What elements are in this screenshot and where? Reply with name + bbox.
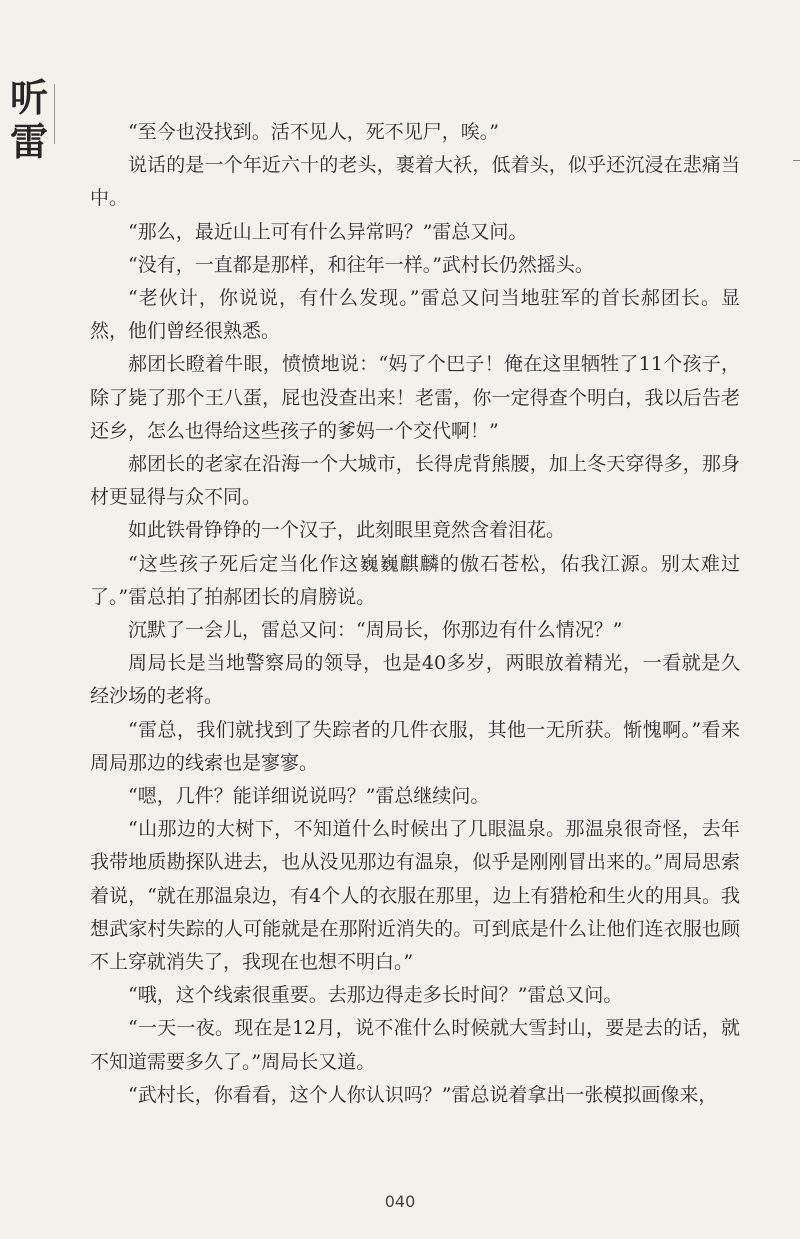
paragraph: 郝团长瞪着牛眼，愤愤地说：“妈了个巴子！俺在这里牺牲了11个孩子，除了毙了那个王八蛋，屁也没查出来！老雷，你一定得查个明白，我以后告老还乡，怎么也得给这些孩子的爹妈一个交代啊！” — [90, 353, 740, 442]
paragraph: “老伙计，你说说，有什么发现。”雷总又问当地驻军的首长郝团长。显然，他们曾经很熟悉。 — [90, 287, 740, 343]
paragraph: 周局长是当地警察局的领导，也是40多岁，两眼放着精光，一看就是久经沙场的老将。 — [90, 652, 740, 708]
paragraph: “雷总，我们就找到了失踪者的几件衣服，其他一无所获。惭愧啊。”看来周局那边的线索也是寥寥。 — [90, 718, 740, 774]
paragraph: “那么，最近山上可有什么异常吗？”雷总又问。 — [128, 220, 528, 243]
paragraph: 说话的是一个年近六十的老头，裹着大袄，低着头，似乎还沉浸在悲痛当中。 — [90, 154, 740, 210]
paragraph: 如此铁骨铮铮的一个汉子，此刻眼里竟然含着泪花。 — [128, 519, 566, 542]
chapter-header-mark — [10, 76, 68, 166]
paragraph: “这些孩子死后定当化作这巍巍麒麟的傲石苍松，佑我江源。别太难过了。”雷总拍了拍郝团长的肩膀说。 — [90, 552, 740, 608]
page-number: 040 — [384, 1192, 416, 1211]
paragraph: 郝团长的老家在沿海一个大城市，长得虎背熊腰，加上冬天穿得多，那身材更显得与众不同。 — [90, 453, 740, 509]
header-divider-line — [54, 84, 55, 144]
paragraph: “武村长，你看看，这个人你认识吗？”雷总说着拿出一张模拟画像来， — [128, 1083, 718, 1106]
paragraph: “嗯，几件？能详细说说吗？”雷总继续问。 — [128, 785, 490, 808]
paragraph: 沉默了一会儿，雷总又问：“周局长，你那边有什么情况？” — [128, 619, 623, 642]
paragraph: “至今也没找到。活不见人，死不见尸，唉。” — [128, 121, 499, 143]
paragraph: “没有，一直都是那样，和往年一样。”武村长仍然摇头。 — [128, 253, 594, 276]
paragraph: “一天一夜。现在是12月，说不准什么时候就大雪封山，要是去的话，就不知道需要多久了。”周局长又道。 — [90, 1017, 740, 1073]
body-text — [90, 116, 740, 1112]
paragraph: “哦，这个线索很重要。去那边得走多长时间？”雷总又问。 — [128, 984, 623, 1007]
page-edge-mark — [793, 160, 800, 161]
chapter-title: 听 雷 — [10, 75, 49, 164]
paragraph: “山那边的大树下，不知道什么时候出了几眼温泉。那温泉很奇怪，去年我带地质勘探队进去，也从没见那边有温泉，似乎是刚刚冒出来的。”周局思索着说，“就在那温泉边，有4个人的衣服在那里，边上有猎枪和生火的用具。我想武家村失踪的人可能就是在那附近消失的。可到底是什么让他们连衣服也顾不上穿就消失了，我现在也想不明白。” — [90, 818, 740, 974]
